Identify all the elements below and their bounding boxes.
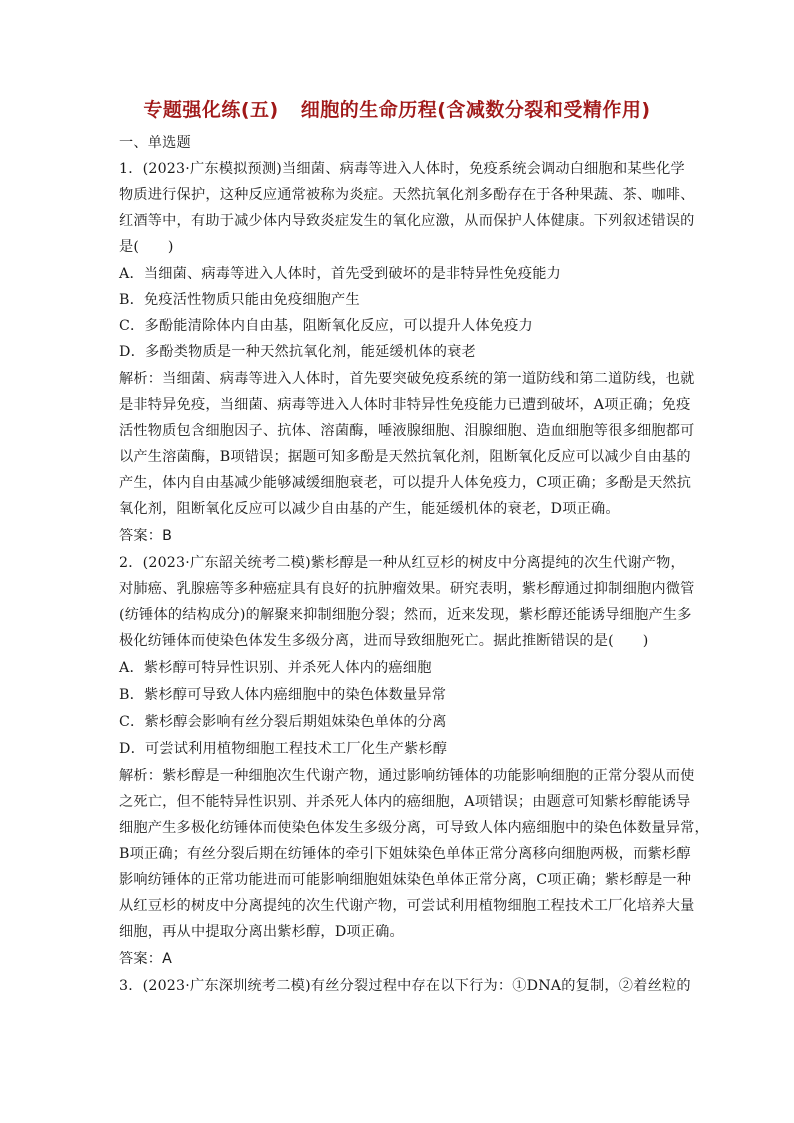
section-heading: 一、单选题 xyxy=(119,135,191,151)
q1-analysis-line: 解析：当细菌、病毒等进入人体时，首先要突破免疫系统的第一道防线和第二道防线，也就 xyxy=(119,371,695,387)
page-title xyxy=(0,95,794,122)
q2-analysis-line: 细胞产生多极化纺锤体而使染色体发生多级分离，可导致人体内癌细胞中的染色体数量异常， xyxy=(119,820,709,836)
q1-stem-line: 是( ) xyxy=(119,239,174,255)
q2-analysis-line: 细胞，再从中提取分离出紫杉醇，D项正确。 xyxy=(119,924,404,940)
q1-stem-line: 物质进行保护，这种反应通常被称为炎症。天然抗氧化剂多酚存在于各种果蔬、茶、咖啡、 xyxy=(119,187,695,203)
q2-analysis-line: B项正确；有丝分裂后期在纺锤体的牵引下姐妹染色单体正常分离移向细胞两极，而紫杉醇 xyxy=(119,846,691,862)
q1-analysis-line: 活性物质包含细胞因子、抗体、溶菌酶，唾液腺细胞、泪腺细胞、造血细胞等很多细胞都可 xyxy=(119,423,695,439)
q2-option-a: A．紫杉醇可特异性识别、并杀死人体内的癌细胞 xyxy=(119,660,432,676)
q2-answer: 答案：A xyxy=(119,951,173,967)
q1-analysis-line: 氧化剂，阻断氧化反应可以减少自由基的产生，能延缓机体的衰老，D项正确。 xyxy=(119,501,620,517)
q1-answer: 答案：B xyxy=(119,528,173,544)
q1-analysis-line: 以产生溶菌酶，B项错误；据题可知多酚是天然抗氧化剂，阻断氧化反应可以减少自由基的 xyxy=(119,449,691,465)
q1-stem-line: 红酒等中，有助于减少体内导致炎症发生的氧化应激，从而保护人体健康。下列叙述错误的 xyxy=(119,213,695,229)
q1-stem-line: 1．(2023·广东模拟预测)当细菌、病毒等进入人体时，免疫系统会调动白细胞和某些化学 xyxy=(119,161,685,177)
q2-option-c: C．紫杉醇会影响有丝分裂后期姐妹染色单体的分离 xyxy=(119,714,447,730)
title-part-2: 细胞的生命历程(含减数分裂和受精作用) xyxy=(300,99,651,121)
q2-analysis-line: 之死亡，但不能特异性识别、并杀死人体内的癌细胞，A项错误；由题意可知紫杉醇能诱导 xyxy=(119,794,691,810)
q2-analysis-line: 影响纺锤体的正常功能进而可能影响细胞姐妹染色单体正常分离，C项正确；紫杉醇是一种 xyxy=(119,872,692,888)
q2-stem-line: 2．(2023·广东韶关统考二模)紫杉醇是一种从红豆杉的树皮中分离提纯的次生代谢产物， xyxy=(119,555,685,571)
q2-option-b: B．紫杉醇可导致人体内癌细胞中的染色体数量异常 xyxy=(119,687,447,703)
q3-stem-line: 3．(2023·广东深圳统考二模)有丝分裂过程中存在以下行为：①DNA的复制，②着丝粒的 xyxy=(119,978,691,994)
q1-option-c: C．多酚能清除体内自由基，阻断氧化反应，可以提升人体免疫力 xyxy=(119,318,533,334)
q2-stem-line: 极化纺锤体而使染色体发生多级分离，进而导致细胞死亡。据此推断错误的是( ) xyxy=(119,633,649,649)
q2-stem-line: (纺锤体的结构成分)的解聚来抑制细胞分裂；然而，近来发现，紫杉醇还能诱导细胞产生多 xyxy=(119,607,692,623)
q2-stem-line: 对肺癌、乳腺癌等多种癌症具有良好的抗肿瘤效果。研究表明，紫杉醇通过抑制细胞内微管 xyxy=(119,581,695,597)
q1-option-d: D．多酚类物质是一种天然抗氧化剂，能延缓机体的衰老 xyxy=(119,344,476,360)
q1-analysis-line: 是非特异免疫，当细菌、病毒等进入人体时非特异性免疫能力已遭到破坏，A项正确；免疫 xyxy=(119,397,691,413)
q1-option-a: A．当细菌、病毒等进入人体时，首先受到破坏的是非特异性免疫能力 xyxy=(119,266,562,282)
q2-analysis-line: 解析：紫杉醇是一种细胞次生代谢产物，通过影响纺锤体的功能影响细胞的正常分裂从而使 xyxy=(119,768,695,784)
q2-analysis-line: 从红豆杉的树皮中分离提纯的次生代谢产物，可尝试利用植物细胞工程技术工厂化培养大量 xyxy=(119,898,695,914)
title-part-1: 专题强化练(五) xyxy=(143,99,279,121)
q2-option-d: D．可尝试利用植物细胞工程技术工厂化生产紫杉醇 xyxy=(119,741,448,757)
q1-option-b: B．免疫活性物质只能由免疫细胞产生 xyxy=(119,292,360,308)
q1-analysis-line: 产生，体内自由基减少能够减缓细胞衰老，可以提升人体免疫力，C项正确；多酚是天然抗 xyxy=(119,475,692,491)
